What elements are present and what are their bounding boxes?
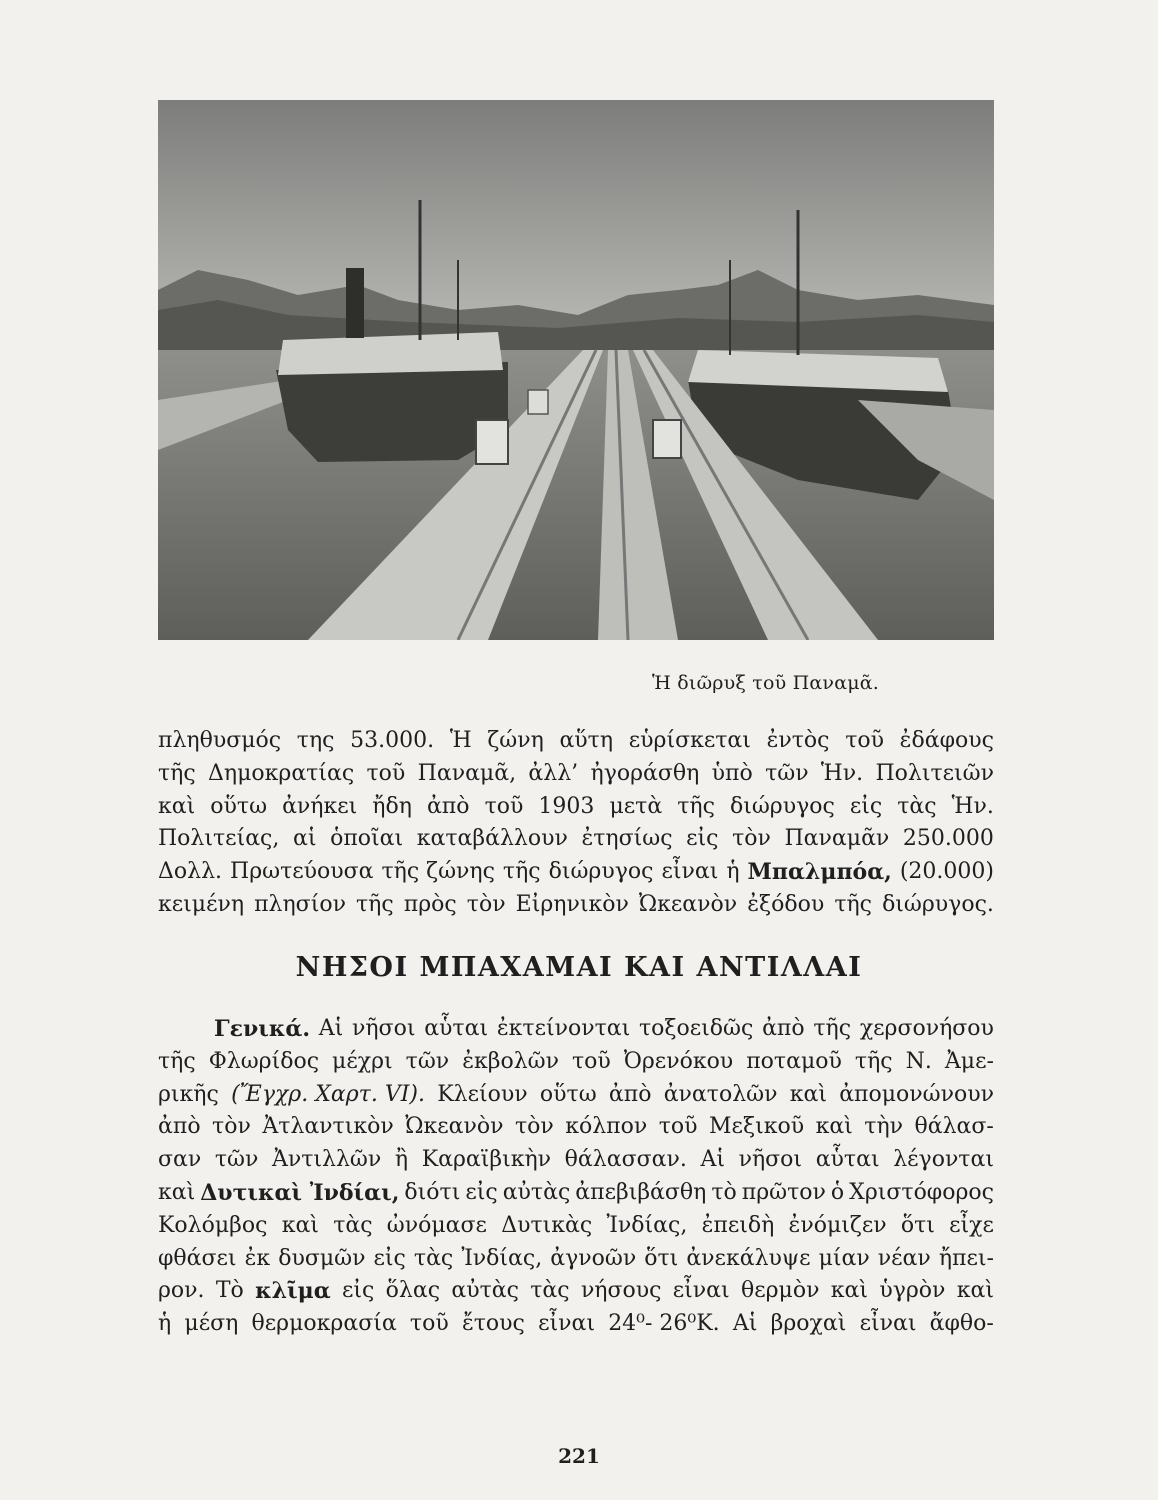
word: ἀπὸ: [426, 793, 470, 819]
word: μετὰ: [609, 793, 663, 819]
word: Ἀτλαντικὸν: [262, 1114, 394, 1140]
word: εἰς: [465, 1179, 498, 1205]
paragraph-line: [158, 1210, 994, 1243]
word: ἐδάφους: [899, 728, 994, 753]
word: τὸν: [732, 826, 771, 852]
paragraph-line: [158, 1079, 994, 1112]
word: διώρυγος: [729, 793, 835, 819]
word: τῶν: [765, 760, 809, 786]
word: ἐνόμιζεν: [788, 1212, 887, 1238]
word: ἐξόδου: [747, 891, 825, 917]
word: τῶν: [214, 1147, 259, 1173]
word: διώρυγος.: [882, 891, 994, 917]
word: τῆς: [813, 1016, 852, 1041]
photo-illustration: [158, 100, 994, 640]
word: καὶ: [789, 1081, 827, 1107]
word: εἶναι: [661, 859, 719, 885]
word: 53.000.: [350, 728, 435, 753]
word: καὶ: [830, 1278, 869, 1304]
paragraph-line: [158, 889, 994, 922]
word: τῆς: [502, 859, 541, 885]
word: οὕτω: [210, 793, 268, 819]
word: ὁ: [830, 1179, 845, 1205]
word: Μεξικοῦ: [709, 1114, 805, 1140]
word: της: [296, 728, 335, 753]
word: τῶν: [405, 1048, 450, 1074]
word: καὶ: [956, 1278, 994, 1304]
paragraph-line: [158, 1144, 994, 1177]
paragraph-line: [158, 1308, 994, 1341]
bold-term: Γενικά.: [214, 1016, 310, 1042]
word: Ν.: [905, 1048, 932, 1074]
word: τοξοειδῶς: [639, 1016, 754, 1041]
word: ὅτι: [644, 1245, 679, 1271]
paragraph-line: [158, 1275, 994, 1308]
word: ἀνατολῶν: [663, 1081, 778, 1107]
word: τῆς: [158, 1048, 196, 1074]
word: τὴν: [864, 1114, 904, 1140]
section-heading: ΝΗΣΟΙ ΜΠΑΧΑΜΑΙ ΚΑΙ ΑΝΤΙΛΛΑΙ: [295, 952, 863, 983]
bold-term: κλῖμα: [255, 1278, 331, 1305]
word: Κλείουν: [437, 1081, 528, 1107]
word: ἤπει-: [938, 1245, 994, 1271]
word: ἀπομονώνουν: [839, 1081, 994, 1107]
paragraph-line: [158, 1013, 994, 1046]
word: 24⁰- 26⁰Κ.: [608, 1311, 720, 1337]
word: νῆσοι: [352, 1016, 416, 1041]
word: ἀπὸ: [158, 1114, 201, 1140]
word: τοῦ: [409, 1311, 449, 1337]
word: τὸ: [711, 1179, 737, 1205]
word: ἀγνοῶν: [550, 1245, 637, 1271]
word: Δημοκρατίας: [208, 760, 355, 786]
panama-canal-photo: [158, 100, 994, 640]
photo-caption: Ἡ διῶρυξ τοῦ Παναμᾶ.: [652, 672, 880, 694]
paragraph-line: [158, 1243, 994, 1276]
word: 1903: [538, 793, 595, 819]
word: ἀπὸ: [608, 1081, 652, 1107]
word: Ὠκεανὸν: [405, 1114, 504, 1140]
word: εὑρίσκεται: [628, 728, 751, 753]
word: ὅτι: [900, 1212, 935, 1238]
word: χερσονήσου: [859, 1016, 994, 1041]
word: εἶναι: [672, 1278, 730, 1304]
word: (20.000): [899, 859, 994, 885]
word: αὗται: [815, 1147, 880, 1173]
word: κειμένη: [158, 891, 245, 917]
word: τὸν: [466, 891, 506, 917]
word: τοῦ: [366, 760, 406, 786]
word: τοῦ: [845, 728, 884, 753]
word: Παναμᾶ,: [417, 760, 517, 786]
word: αἱ: [292, 826, 317, 852]
word: ὁποῖαι: [330, 826, 404, 852]
word: διότι: [404, 1179, 461, 1205]
word: ἐκ: [244, 1245, 271, 1271]
word: ἐτησίως: [581, 826, 673, 852]
word: ἐκτείνονται: [496, 1016, 631, 1041]
word: Αἱ: [700, 1147, 725, 1173]
word: πλησίον: [254, 891, 346, 917]
word: θάλασ-: [914, 1114, 994, 1140]
word: καὶ: [281, 1212, 319, 1238]
word: ἀνήκει: [282, 793, 358, 819]
word: τὰς: [897, 793, 937, 819]
paragraph-line: [158, 823, 994, 856]
word: βροχαὶ: [770, 1311, 847, 1337]
word: εἰς: [342, 1278, 375, 1304]
word: εἶχε: [949, 1212, 994, 1238]
word: Ἀμε-: [944, 1048, 994, 1074]
word: ὠνόμασε: [386, 1212, 487, 1238]
word: τὸν: [212, 1114, 251, 1140]
paragraph-line: [158, 725, 994, 758]
word: λέγονται: [893, 1147, 994, 1173]
word: τῆς: [677, 793, 715, 819]
word: τὸν: [514, 1114, 554, 1140]
word: τὰς: [333, 1212, 373, 1238]
word: ἤδη: [372, 793, 412, 819]
word: Ἰνδίας,: [461, 1245, 543, 1271]
word: ὑπὸ: [711, 760, 753, 786]
word: ἠγοράσθη: [590, 760, 700, 786]
word: Εἰρηνικὸν: [515, 891, 629, 917]
word: σαν: [158, 1147, 202, 1173]
word: ἀνεκάλυψε: [686, 1245, 811, 1271]
word: Ἀντιλλῶν: [271, 1147, 382, 1173]
word: πληθυσμός: [158, 728, 282, 753]
word: τῆς: [834, 891, 872, 917]
word: ἐντὸς: [766, 728, 830, 753]
word: καὶ: [815, 1114, 853, 1140]
word: τῆς: [356, 891, 394, 917]
word: ὑγρὸν: [879, 1278, 946, 1304]
word: τοῦ: [572, 1048, 611, 1074]
word: ἀπὸ: [762, 1016, 805, 1041]
word: τῆς: [158, 760, 196, 786]
word: Κολόμβος: [158, 1212, 268, 1238]
word: καὶ: [158, 793, 196, 819]
word: ἐπειδὴ: [701, 1212, 775, 1238]
word: εἰς: [686, 826, 719, 852]
word: τὰς: [413, 1245, 454, 1271]
word: Χριστόφορος: [849, 1179, 994, 1205]
word: Ἰνδίας,: [606, 1212, 688, 1238]
paragraph-line: [158, 791, 994, 824]
word: Πρωτεύουσα: [230, 859, 374, 885]
word: καὶ: [158, 1179, 196, 1205]
word: θερμὸν: [740, 1278, 820, 1304]
word: αὕτη: [559, 728, 614, 753]
word: Δολλ.: [158, 859, 223, 885]
word: αὐτὰς: [502, 1179, 571, 1205]
word: ζώνη: [487, 728, 544, 753]
word: τοῦ: [484, 793, 524, 819]
word: τῆς ζώνης: [381, 859, 495, 885]
word: κόλπον: [565, 1114, 648, 1140]
word: ἡ: [726, 859, 740, 885]
word: νέαν: [877, 1245, 931, 1271]
word: Τὸ: [215, 1278, 244, 1304]
word: Αἱ: [318, 1016, 344, 1041]
word: Παναμᾶν: [784, 826, 890, 852]
word: Ἡν.: [951, 793, 994, 819]
bold-term: Δυτικαὶ Ἰνδίαι,: [200, 1179, 400, 1206]
word: ρον.: [158, 1278, 205, 1304]
word: ρικῆς: [158, 1081, 219, 1107]
word: ἀλλ’: [528, 760, 579, 786]
word: αὐτὰς: [451, 1278, 519, 1304]
word: Ὠκεανὸν: [638, 891, 738, 917]
word: εἰς: [373, 1245, 406, 1271]
word: εἰς: [849, 793, 883, 819]
word: διώρυγος: [548, 859, 654, 885]
word: ἢ: [394, 1147, 409, 1173]
paragraph-1: [158, 725, 994, 922]
word: Ἡν.: [820, 760, 864, 786]
word: ἔτους: [461, 1311, 525, 1337]
paragraph-line: [158, 856, 994, 889]
bold-term: Μπαλμπόα,: [747, 859, 892, 886]
word: ἀπεβιβάσθη: [575, 1179, 707, 1205]
map-reference: (Ἔγχρ. Χαρτ. VI).: [231, 1081, 425, 1107]
word: μέση: [184, 1311, 239, 1337]
word: τοῦ: [658, 1114, 698, 1140]
word: Πολιτειῶν: [875, 760, 994, 786]
word: νήσους: [580, 1278, 662, 1304]
word: ὅλας: [385, 1278, 441, 1304]
word: αὗται: [424, 1016, 489, 1041]
word: εἶναι: [859, 1311, 917, 1337]
paragraph-line: [158, 1177, 994, 1210]
word: φθάσει: [158, 1245, 237, 1271]
word: μέχρι: [332, 1048, 393, 1074]
word: μίαν: [818, 1245, 870, 1271]
word: οὕτω: [539, 1081, 597, 1107]
word: νῆσοι: [738, 1147, 803, 1173]
word: καταβάλλουν: [416, 826, 568, 852]
word: εἶναι: [538, 1311, 595, 1337]
paragraph-line: [158, 1111, 994, 1144]
word: ἡ: [158, 1311, 172, 1337]
word: 250.000: [902, 826, 994, 852]
word: ποταμοῦ: [746, 1048, 842, 1074]
word: πρὸς: [403, 891, 457, 917]
word: Καραϊβικὴν: [421, 1147, 552, 1173]
word: ἄφθο-: [929, 1311, 994, 1337]
word: ἐκβολῶν: [462, 1048, 559, 1074]
word: τὰς: [530, 1278, 570, 1304]
paragraph-line: [158, 758, 994, 791]
word: Ἡ: [449, 728, 472, 753]
word: θερμοκρασία: [251, 1311, 397, 1337]
paragraph-2: [158, 1013, 994, 1341]
word: Ὀρενόκου: [623, 1048, 734, 1074]
word: Πολιτείας,: [158, 826, 280, 852]
paragraph-line: [158, 1046, 994, 1079]
word: θάλασσαν.: [564, 1147, 687, 1173]
word: τῆς: [854, 1048, 893, 1074]
word: Δυτικὰς: [501, 1212, 593, 1238]
word: Φλωρίδος: [208, 1048, 320, 1074]
word: πρῶτον: [741, 1179, 826, 1205]
word: Αἱ: [732, 1311, 758, 1337]
word: δυσμῶν: [278, 1245, 366, 1271]
page-number: 221: [558, 1444, 600, 1468]
